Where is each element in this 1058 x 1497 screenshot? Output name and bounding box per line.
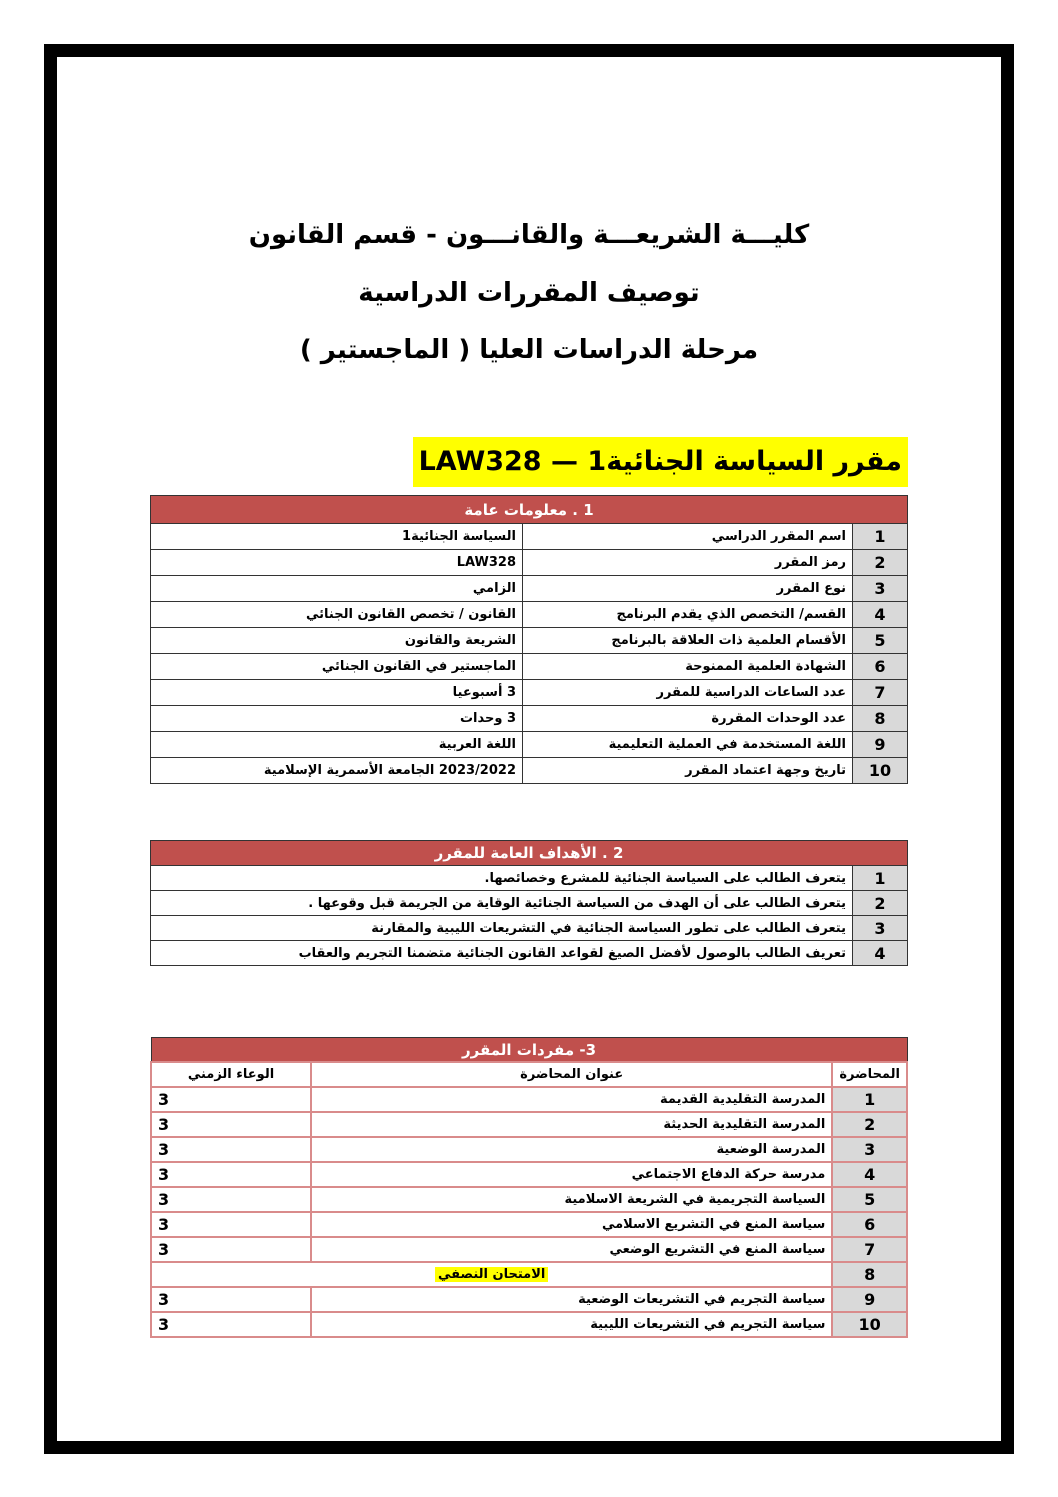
info-row <box>151 758 908 784</box>
info-label: اسم المقرر الدراسي <box>523 524 853 550</box>
objectives-table <box>150 840 908 966</box>
row-number: 4 <box>853 941 908 966</box>
lecture-duration: 3 <box>151 1162 311 1187</box>
lecture-duration: 3 <box>151 1287 311 1312</box>
column-header-duration: الوعاء الزمني <box>151 1062 311 1087</box>
info-label: الأقسام العلمية ذات العلاقة بالبرنامج <box>523 628 853 654</box>
info-label: اللغة المستخدمة في العملية التعليمية <box>523 732 853 758</box>
objective-text: يتعرف الطالب على تطور السياسة الجنائية في التشريعات الليبية والمقارنة <box>151 916 853 941</box>
info-row <box>151 550 908 576</box>
objective-row <box>151 941 908 966</box>
info-label: الشهادة العلمية الممنوحة <box>523 654 853 680</box>
info-value: 3 أسبوعيا <box>151 680 523 706</box>
lecture-duration: 3 <box>151 1187 311 1212</box>
row-number: 1 <box>853 524 908 550</box>
course-banner-text: مقرر السياسة الجنائية1 — LAW328 <box>418 446 902 477</box>
lecture-title: السياسة التجريمية في الشريعة الاسلامية <box>311 1187 832 1212</box>
lecture-duration: 3 <box>151 1212 311 1237</box>
info-value: القانون / تخصص القانون الجنائي <box>151 602 523 628</box>
info-value: 2023/2022 الجامعة الأسمرية الإسلامية <box>151 758 523 784</box>
lecture-row <box>151 1212 907 1237</box>
lecture-row <box>151 1237 907 1262</box>
row-number: 5 <box>853 628 908 654</box>
info-value: 3 وحدات <box>151 706 523 732</box>
midterm-exam-cell <box>151 1262 832 1287</box>
objective-text: يتعرف الطالب على السياسة الجنائية للمشرع وخصائصها. <box>151 866 853 891</box>
lecture-duration: 3 <box>151 1087 311 1112</box>
info-row <box>151 706 908 732</box>
lecture-number: 7 <box>832 1237 907 1262</box>
row-number: 9 <box>853 732 908 758</box>
midterm-exam-label: الامتحان النصفي <box>435 1267 548 1282</box>
lecture-duration: 3 <box>151 1137 311 1162</box>
lecture-number: 10 <box>832 1312 907 1337</box>
lecture-row <box>151 1312 907 1337</box>
info-row <box>151 524 908 550</box>
lecture-row <box>151 1112 907 1137</box>
lecture-title: سياسة التجريم في التشريعات الليبية <box>311 1312 832 1337</box>
info-label: تاريخ وجهة اعتماد المقرر <box>523 758 853 784</box>
info-value: الشريعة والقانون <box>151 628 523 654</box>
lecture-number: 8 <box>832 1262 907 1287</box>
course-banner <box>413 437 908 487</box>
info-value: الماجستير في القانون الجنائي <box>151 654 523 680</box>
lecture-row <box>151 1287 907 1312</box>
objective-row <box>151 891 908 916</box>
objective-row <box>151 916 908 941</box>
lecture-title: المدرسة التقليدية القديمة <box>311 1087 832 1112</box>
column-header-title: عنوان المحاضرة <box>311 1062 832 1087</box>
info-row <box>151 654 908 680</box>
lecture-row <box>151 1262 907 1287</box>
row-number: 2 <box>853 550 908 576</box>
row-number: 8 <box>853 706 908 732</box>
info-label: عدد الساعات الدراسية للمقرر <box>523 680 853 706</box>
lecture-title: المدرسة الوضعية <box>311 1137 832 1162</box>
info-value: الزامي <box>151 576 523 602</box>
objective-text: تعريف الطالب بالوصول لأفضل الصيغ لقواعد القانون الجنائية متضمنا التجريم والعقاب <box>151 941 853 966</box>
lecture-number: 3 <box>832 1137 907 1162</box>
lecture-title: سياسة المنع في التشريع الوضعي <box>311 1237 832 1262</box>
lecture-duration: 3 <box>151 1237 311 1262</box>
info-label: عدد الوحدات المقررة <box>523 706 853 732</box>
lecture-number: 4 <box>832 1162 907 1187</box>
row-number: 4 <box>853 602 908 628</box>
info-label: القسم/ التخصص الذي يقدم البرنامج <box>523 602 853 628</box>
info-label: رمز المقرر <box>523 550 853 576</box>
row-number: 3 <box>853 916 908 941</box>
lecture-title: سياسة التجريم في التشريعات الوضعية <box>311 1287 832 1312</box>
lecture-number: 6 <box>832 1212 907 1237</box>
syllabus-heading: 3- مفردات المقرر <box>151 1038 907 1063</box>
info-label: نوع المقرر <box>523 576 853 602</box>
lecture-title: المدرسة التقليدية الحديثة <box>311 1112 832 1137</box>
lecture-duration: 3 <box>151 1112 311 1137</box>
info-row <box>151 602 908 628</box>
info-value: السياسة الجنائية1 <box>151 524 523 550</box>
lecture-title: مدرسة حركة الدفاع الاجتماعي <box>311 1162 832 1187</box>
syllabus-table <box>150 1037 908 1338</box>
row-number: 3 <box>853 576 908 602</box>
program-level-title: مرحلة الدراسات العليا ( الماجستير ) <box>299 335 759 365</box>
lecture-row <box>151 1087 907 1112</box>
info-row <box>151 628 908 654</box>
row-number: 2 <box>853 891 908 916</box>
objectives-heading: 2 . الأهداف العامة للمقرر <box>151 841 908 866</box>
row-number: 6 <box>853 654 908 680</box>
row-number: 7 <box>853 680 908 706</box>
info-row <box>151 680 908 706</box>
lecture-title: سياسة المنع في التشريع الاسلامي <box>311 1212 832 1237</box>
lecture-number: 2 <box>832 1112 907 1137</box>
lecture-duration: 3 <box>151 1312 311 1337</box>
general-info-heading: 1 . معلومات عامة <box>151 496 908 524</box>
info-value: LAW328 <box>151 550 523 576</box>
info-value: اللغة العربية <box>151 732 523 758</box>
lecture-number: 5 <box>832 1187 907 1212</box>
lecture-row <box>151 1187 907 1212</box>
document-title: توصيف المقررات الدراسية <box>358 278 700 308</box>
lecture-number: 9 <box>832 1287 907 1312</box>
general-info-table <box>150 495 908 784</box>
info-row <box>151 576 908 602</box>
faculty-title: كليـــة الشريعـــة والقانـــون - قسم القانون <box>248 220 810 250</box>
objective-row <box>151 866 908 891</box>
column-header-lecture: المحاضرة <box>832 1062 907 1087</box>
row-number: 1 <box>853 866 908 891</box>
row-number: 10 <box>853 758 908 784</box>
lecture-number: 1 <box>832 1087 907 1112</box>
lecture-row <box>151 1137 907 1162</box>
lecture-row <box>151 1162 907 1187</box>
info-row <box>151 732 908 758</box>
objective-text: يتعرف الطالب على أن الهدف من السياسة الجنائية الوقاية من الجريمة قبل وقوعها . <box>151 891 853 916</box>
